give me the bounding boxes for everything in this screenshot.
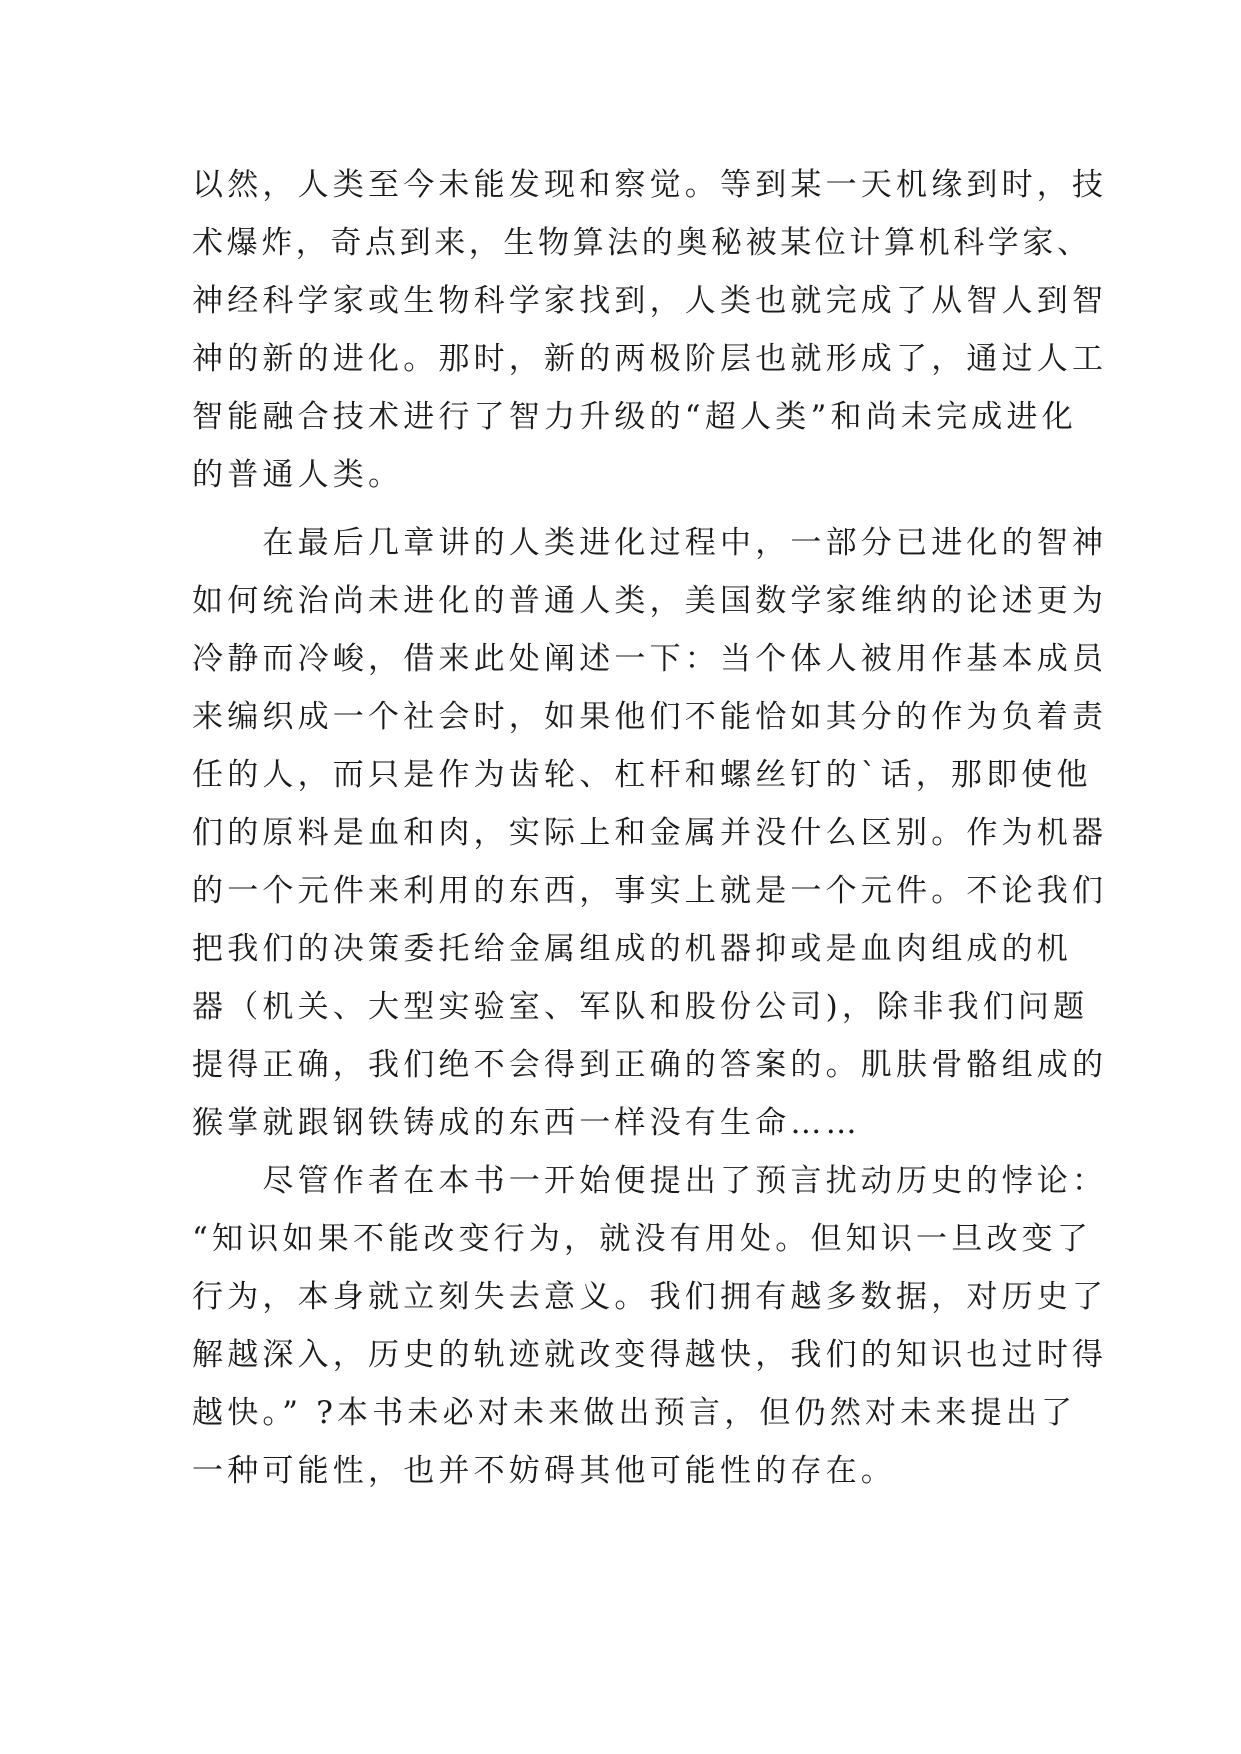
text-line: 智能融合技术进行了智力升级的“超人类”和尚未完成进化	[192, 399, 1077, 435]
text-line: 以然，人类至今未能发现和察觉。等到某一天机缘到时，技	[192, 167, 1108, 203]
text-line: 行为，本身就立刻失去意义。我们拥有越多数据，对历史了	[192, 1279, 1108, 1315]
text-line: 的一个元件来利用的东西，事实上就是一个元件。不论我们	[192, 873, 1108, 909]
text-line: 冷静而冷峻，借来此处阐述一下：当个体人被用作基本成员	[192, 641, 1108, 677]
body-text	[192, 156, 1108, 1500]
text-line: “知识如果不能改变行为，就没有用处。但知识一旦改变了	[192, 1221, 1093, 1257]
paragraph-1	[192, 156, 1108, 504]
text-line: 神经科学家或生物科学家找到，人类也就完成了从智人到智	[192, 283, 1108, 319]
text-line: 术爆炸，奇点到来，生物算法的奥秘被某位计算机科学家、	[192, 225, 1092, 261]
text-line: 把我们的决策委托给金属组成的机器抑或是血肉组成的机	[192, 931, 1072, 967]
text-line: 提得正确，我们绝不会得到正确的答案的。肌肤骨骼组成的	[192, 1047, 1108, 1083]
text-line: 来编织成一个社会时，如果他们不能恰如其分的作为负着责	[192, 699, 1108, 735]
text-line: 一种可能性，也并不妨碍其他可能性的存在。	[192, 1453, 896, 1489]
text-line: 任的人，而只是作为齿轮、杠杆和螺丝钉的`话，那即使他	[192, 757, 1092, 793]
text-line: 神的新的进化。那时，新的两极阶层也就形成了，通过人工	[192, 341, 1108, 377]
text-line: 在最后几章讲的人类进化过程中，一部分已进化的智神	[192, 525, 1108, 561]
text-line: 解越深入，历史的轨迹就改变得越快，我们的知识也过时得	[192, 1337, 1108, 1373]
text-line: 猴掌就跟钢铁铸成的东西一样没有生命……	[192, 1105, 861, 1141]
paragraph-3	[192, 1152, 1108, 1500]
text-line: 如何统治尚未进化的普通人类，美国数学家维纳的论述更为	[192, 583, 1108, 619]
text-line: 越快。” ?本书未必对未来做出预言，但仍然对未来提出了	[192, 1395, 1077, 1431]
text-line: 尽管作者在本书一开始便提出了预言扰动历史的悖论：	[192, 1163, 1108, 1199]
text-line: 们的原料是血和肉，实际上和金属并没什么区别。作为机器	[192, 815, 1108, 851]
paragraph-2	[192, 514, 1108, 1152]
text-line: 器（机关、大型实验室、军队和股份公司)，除非我们问题	[192, 989, 1089, 1025]
text-line: 的普通人类。	[192, 457, 404, 493]
